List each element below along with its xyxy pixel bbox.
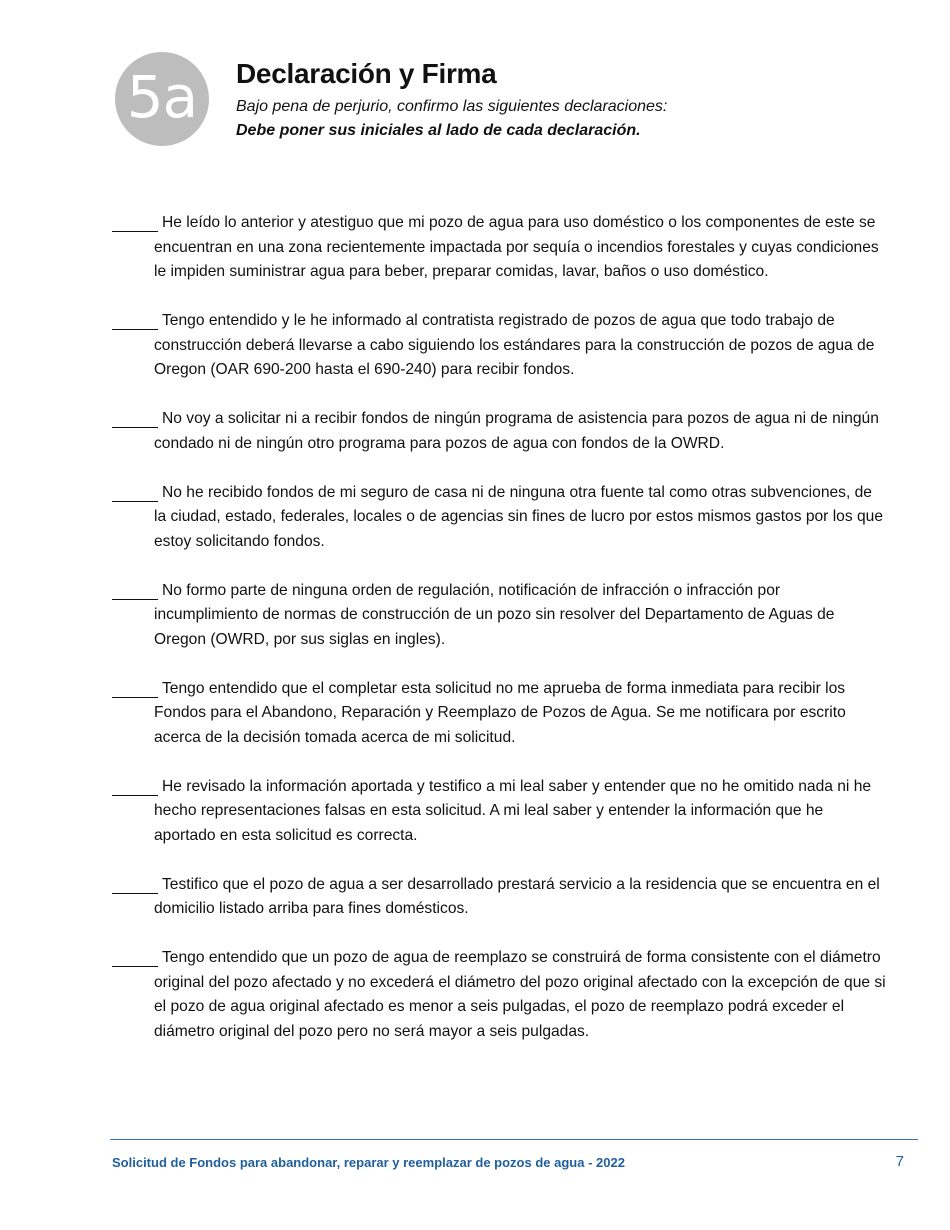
initials-blank[interactable] bbox=[112, 481, 158, 502]
declaration-item bbox=[112, 873, 888, 922]
initials-blank[interactable] bbox=[112, 407, 158, 428]
declaration-text: No formo parte de ninguna orden de regulación, notificación de infracción o infracción por incumplimiento de normas de construcción de un pozo sin resolver del Departamento de Aguas de Oregon (OWRD, por sus siglas en ingles). bbox=[154, 581, 835, 648]
declaration-item bbox=[112, 407, 888, 456]
initials-blank[interactable] bbox=[112, 775, 158, 796]
declaration-item bbox=[112, 481, 888, 555]
initials-instruction: Debe poner sus iniciales al lado de cada declaración. bbox=[236, 122, 641, 139]
declaration-text: Tengo entendido que un pozo de agua de reemplazo se construirá de forma consistente con el diámetro original del pozo afectado y no excederá el diámetro del pozo original afectado con la excepción de que si el pozo de agua original afectado es menor a seis pulgadas, el pozo de reemplazo podrá exceder el diámetro original del pozo pero no será mayor a seis pulgadas. bbox=[154, 949, 886, 1040]
declaration-item bbox=[112, 677, 888, 751]
declaration-text: Tengo entendido y le he informado al contratista registrado de pozos de agua que todo trabajo de construcción deberá llevarse a cabo siguiendo los estándares para la construcción de pozos de agua de Oregon (OAR 690-200 hasta el 690-240) para recibir fondos. bbox=[154, 312, 875, 378]
initials-blank[interactable] bbox=[112, 946, 158, 967]
declaration-item bbox=[112, 211, 888, 285]
footer-document-title: Solicitud de Fondos para abandonar, reparar y reemplazar de pozos de agua - 2022 bbox=[112, 1155, 625, 1170]
declaration-item bbox=[112, 579, 888, 653]
initials-blank[interactable] bbox=[112, 211, 158, 232]
page-number: 7 bbox=[895, 1153, 904, 1170]
declaration-text: He revisado la información aportada y testifico a mi leal saber y entender que no he omitido nada ni he hecho representaciones falsas en esta solicitud. A mi leal saber y entender la información que he aportado en esta solicitud es correcta. bbox=[154, 777, 872, 844]
declaration-text: He leído lo anterior y atestiguo que mi pozo de agua para uso doméstico o los componentes de este se encuentran en una zona recientemente impactada por sequía o incendios forestales y cuyas condiciones le impiden suministrar agua para beber, preparar comidas, lavar, baños o uso doméstico. bbox=[154, 214, 879, 280]
declaration-text: No he recibido fondos de mi seguro de casa ni de ninguna otra fuente tal como otras subvenciones, de la ciudad, estado, federales, locales o de agencias sin fines de lucro por estos mismos gastos por los que estoy solicitando fondos. bbox=[154, 483, 883, 550]
declaration-text: No voy a solicitar ni a recibir fondos de ningún programa de asistencia para pozos de agua ni de ningún condado ni de ningún otro programa para pozos de agua con fondos de la OWRD. bbox=[154, 410, 879, 452]
section-header bbox=[236, 56, 876, 142]
declaration-item bbox=[112, 946, 888, 1044]
declaration-text: Tengo entendido que el completar esta solicitud no me aprueba de forma inmediata para recibir los Fondos para el Abandono, Reparación y Reemplazo de Pozos de Agua. Se me notificara por escrito acerca de la decisión tomada acerca de mi solicitud. bbox=[154, 679, 846, 746]
footer-divider bbox=[110, 1139, 918, 1140]
initials-blank[interactable] bbox=[112, 579, 158, 600]
page-title: Declaración y Firma bbox=[236, 58, 497, 89]
section-number: 5a bbox=[126, 63, 198, 131]
initials-blank[interactable] bbox=[112, 309, 158, 330]
declaration-item bbox=[112, 775, 888, 849]
declarations-list bbox=[112, 211, 888, 1069]
declaration-text: Testifico que el pozo de agua a ser desarrollado prestará servicio a la residencia que se encuentra en el domicilio listado arriba para fines domésticos. bbox=[154, 875, 880, 917]
initials-blank[interactable] bbox=[112, 873, 158, 894]
declaration-item bbox=[112, 309, 888, 383]
section-subtitle: Bajo pena de perjurio, confirmo las siguientes declaraciones: bbox=[236, 98, 668, 115]
initials-blank[interactable] bbox=[112, 677, 158, 698]
section-number-badge bbox=[115, 52, 209, 146]
